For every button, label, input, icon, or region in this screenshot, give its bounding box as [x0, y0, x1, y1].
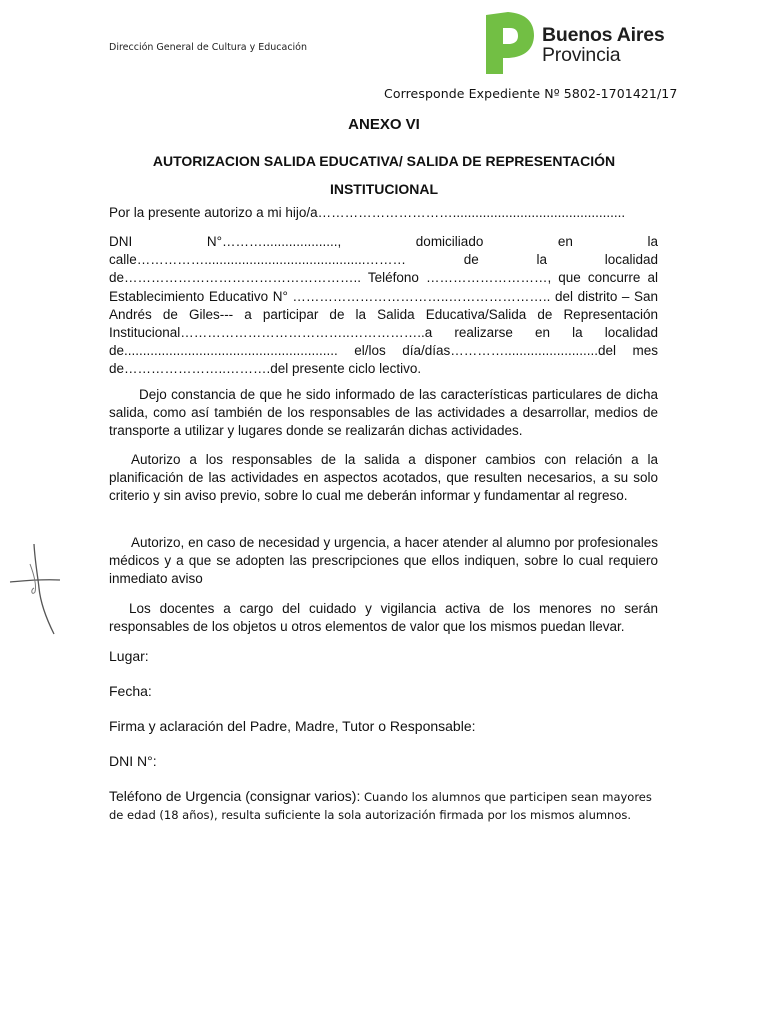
form-paragraph: [109, 233, 658, 379]
paragraph-2-text: Autorizo a los responsables de la salida a disponer cambios con relación a la planificación de las actividades en aspectos acotados, que resulten necesarios, a su solo criterio y sin aviso previo, sobre lo cual me deberán informar y fundamentar al regreso.: [109, 452, 658, 504]
emergency-phone-block: [109, 788, 661, 824]
paragraph-changes: [109, 451, 658, 506]
paragraph-1-text: Dejo constancia de que he sido informado de las características particulares de dicha salida, como así también de los responsables de las actividades a desarrollar, medios de transporte a utilizar y lugares donde se realizarán dichas actividades.: [109, 387, 658, 439]
paragraph-medical: [109, 534, 658, 589]
adult-students-note: Cuando los alumnos que participen sean mayores de edad (18 años), resulta suficiente la sola autorización firmada por los mismos alumnos.: [109, 790, 652, 822]
paragraph-4-text: Los docentes a cargo del cuidado y vigilancia activa de los menores no serán responsables de los objetos u otros elementos de valor que los mismos puedan llevar.: [109, 601, 658, 635]
dni-field-label: DNI N°:: [109, 753, 157, 769]
document-title: [108, 147, 660, 203]
date-field-label: Fecha:: [109, 683, 152, 699]
signature-field-label: Firma y aclaración del Padre, Madre, Tutor o Responsable:: [109, 718, 476, 734]
place-field-label: Lugar:: [109, 648, 149, 664]
emergency-phone-label: Teléfono de Urgencia (consignar varios):: [109, 788, 361, 804]
department-name: Dirección General de Cultura y Educación: [109, 42, 308, 53]
intro-line: Por la presente autorizo a mi hijo/a…………………………..............................................: [109, 205, 626, 220]
annex-heading: ANEXO VI: [348, 116, 420, 133]
logo-text-line2: Provincia: [542, 44, 621, 66]
handwritten-signature: [4, 532, 66, 646]
paragraph-3-text: Autorizo, en caso de necesidad y urgencia, a hacer atender al alumno por profesionales médicos y a que se adopten las prescripciones que ellos indiquen, sobre lo cual requiero inmediato aviso: [109, 535, 658, 587]
paragraph-responsibility: [109, 600, 658, 636]
title-line-1: AUTORIZACION SALIDA EDUCATIVA/ SALIDA DE REPRESENTACIÓN: [152, 153, 616, 169]
buenos-aires-provincia-logo: [482, 12, 672, 76]
expediente-reference: Corresponde Expediente Nº 5802-1701421/17: [384, 86, 678, 101]
logo-text-line1: Buenos Aires: [542, 24, 665, 46]
title-line-2: INSTITUCIONAL: [329, 181, 439, 197]
provincia-p-icon: [482, 12, 538, 76]
form-paragraph-text: DNI N°………...................., domiciliado en la calle……………...........................................……… de la localidad de…………………………………………….. Teléfono ………………………, que concurre al Establecimiento Educativo N° ……………………………..………………….. del distrito – San Andrés de Giles--- a participar de la Salida Educativa/Salida de Representación Institucional………………………………..……………..a realizarse en la localidad de......................................................... el/los día/días………….........................del mes de…………………..……….del presente ciclo lectivo.: [109, 234, 658, 377]
paragraph-information: [109, 386, 658, 441]
